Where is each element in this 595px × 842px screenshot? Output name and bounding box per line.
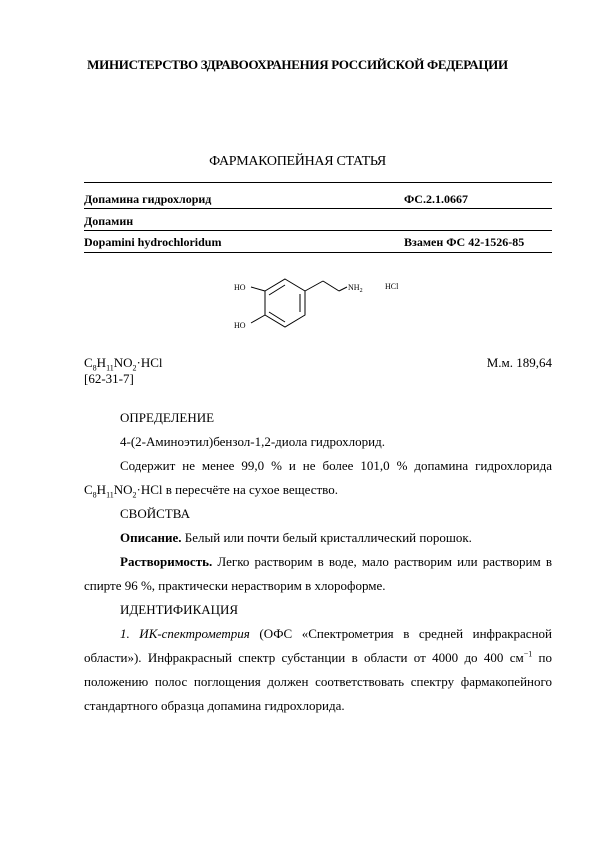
substance-name-ru: Допамина гидрохлорид	[84, 192, 212, 206]
substance-name-short: Допамин	[84, 214, 134, 228]
description-paragraph: Описание. Белый или почти белый кристаллический порошок.	[120, 530, 472, 545]
amine-label: $NH_2$	[348, 283, 363, 294]
definition-title: ОПРЕДЕЛЕНИЕ	[120, 410, 215, 425]
hydroxyl-label-2: HO	[234, 321, 246, 330]
hcl-label: HCl	[385, 282, 399, 291]
fs-number: ФС.2.1.0667	[404, 192, 468, 206]
substance-name-latin: Dopamini hydrochloridum	[84, 235, 222, 249]
hydroxyl-label-1: HO	[234, 283, 246, 292]
identification-title: ИДЕНТИФИКАЦИЯ	[120, 602, 239, 617]
molar-mass: М.м. 189,64	[486, 355, 552, 370]
body-text	[84, 406, 552, 718]
table-bottom-rule	[84, 252, 552, 253]
ministry-header: МИНИСТЕРСТВО ЗДРАВООХРАНЕНИЯ РОССИЙСКОЙ ФЕДЕРАЦИИ	[87, 57, 508, 72]
content-text: Содержит не менее 99,0 % и не более 101,0 % допамина гидрохлорида $C_8H_{11}NO_2\cdot HCl$ в пересчёте на сухое вещество.	[84, 458, 552, 500]
ir-paragraph: 1. ИК-спектрометрия (ОФС «Спектрометрия в средней инфракрасной области»). Инфракрасный спектр субстанции в области от 4000 до 400 $см^{-1}$ по положению полос поглощения должен соответствовать спектру фармакопейного стандартного образца допамина гидрохлорида.	[84, 626, 552, 713]
cas-number: [62-31-7]	[84, 371, 134, 386]
ir-label: 1. ИК-спектрометрия	[120, 626, 250, 641]
definition-text: 4-(2-Аминоэтил)бензол-1,2-диола гидрохлорид.	[120, 434, 385, 449]
solubility-label: Растворимость.	[120, 554, 213, 569]
solubility-paragraph: Растворимость. Легко растворим в воде, мало растворим или растворим в спирте 96 %, практически нерастворим в хлороформе.	[84, 554, 552, 593]
molecular-formula: $C_8H_{11}NO_2\cdot HCl$	[84, 355, 163, 373]
properties-title: СВОЙСТВА	[120, 506, 190, 521]
table-rule-1	[84, 208, 552, 209]
table-top-rule	[84, 182, 552, 183]
dopamine-structure	[225, 275, 415, 345]
description-label: Описание.	[120, 530, 182, 545]
table-rule-2	[84, 230, 552, 231]
replaces-fs: Взамен ФС 42-1526-85	[404, 235, 525, 249]
document-type-title: ФАРМАКОПЕЙНАЯ СТАТЬЯ	[209, 154, 386, 169]
